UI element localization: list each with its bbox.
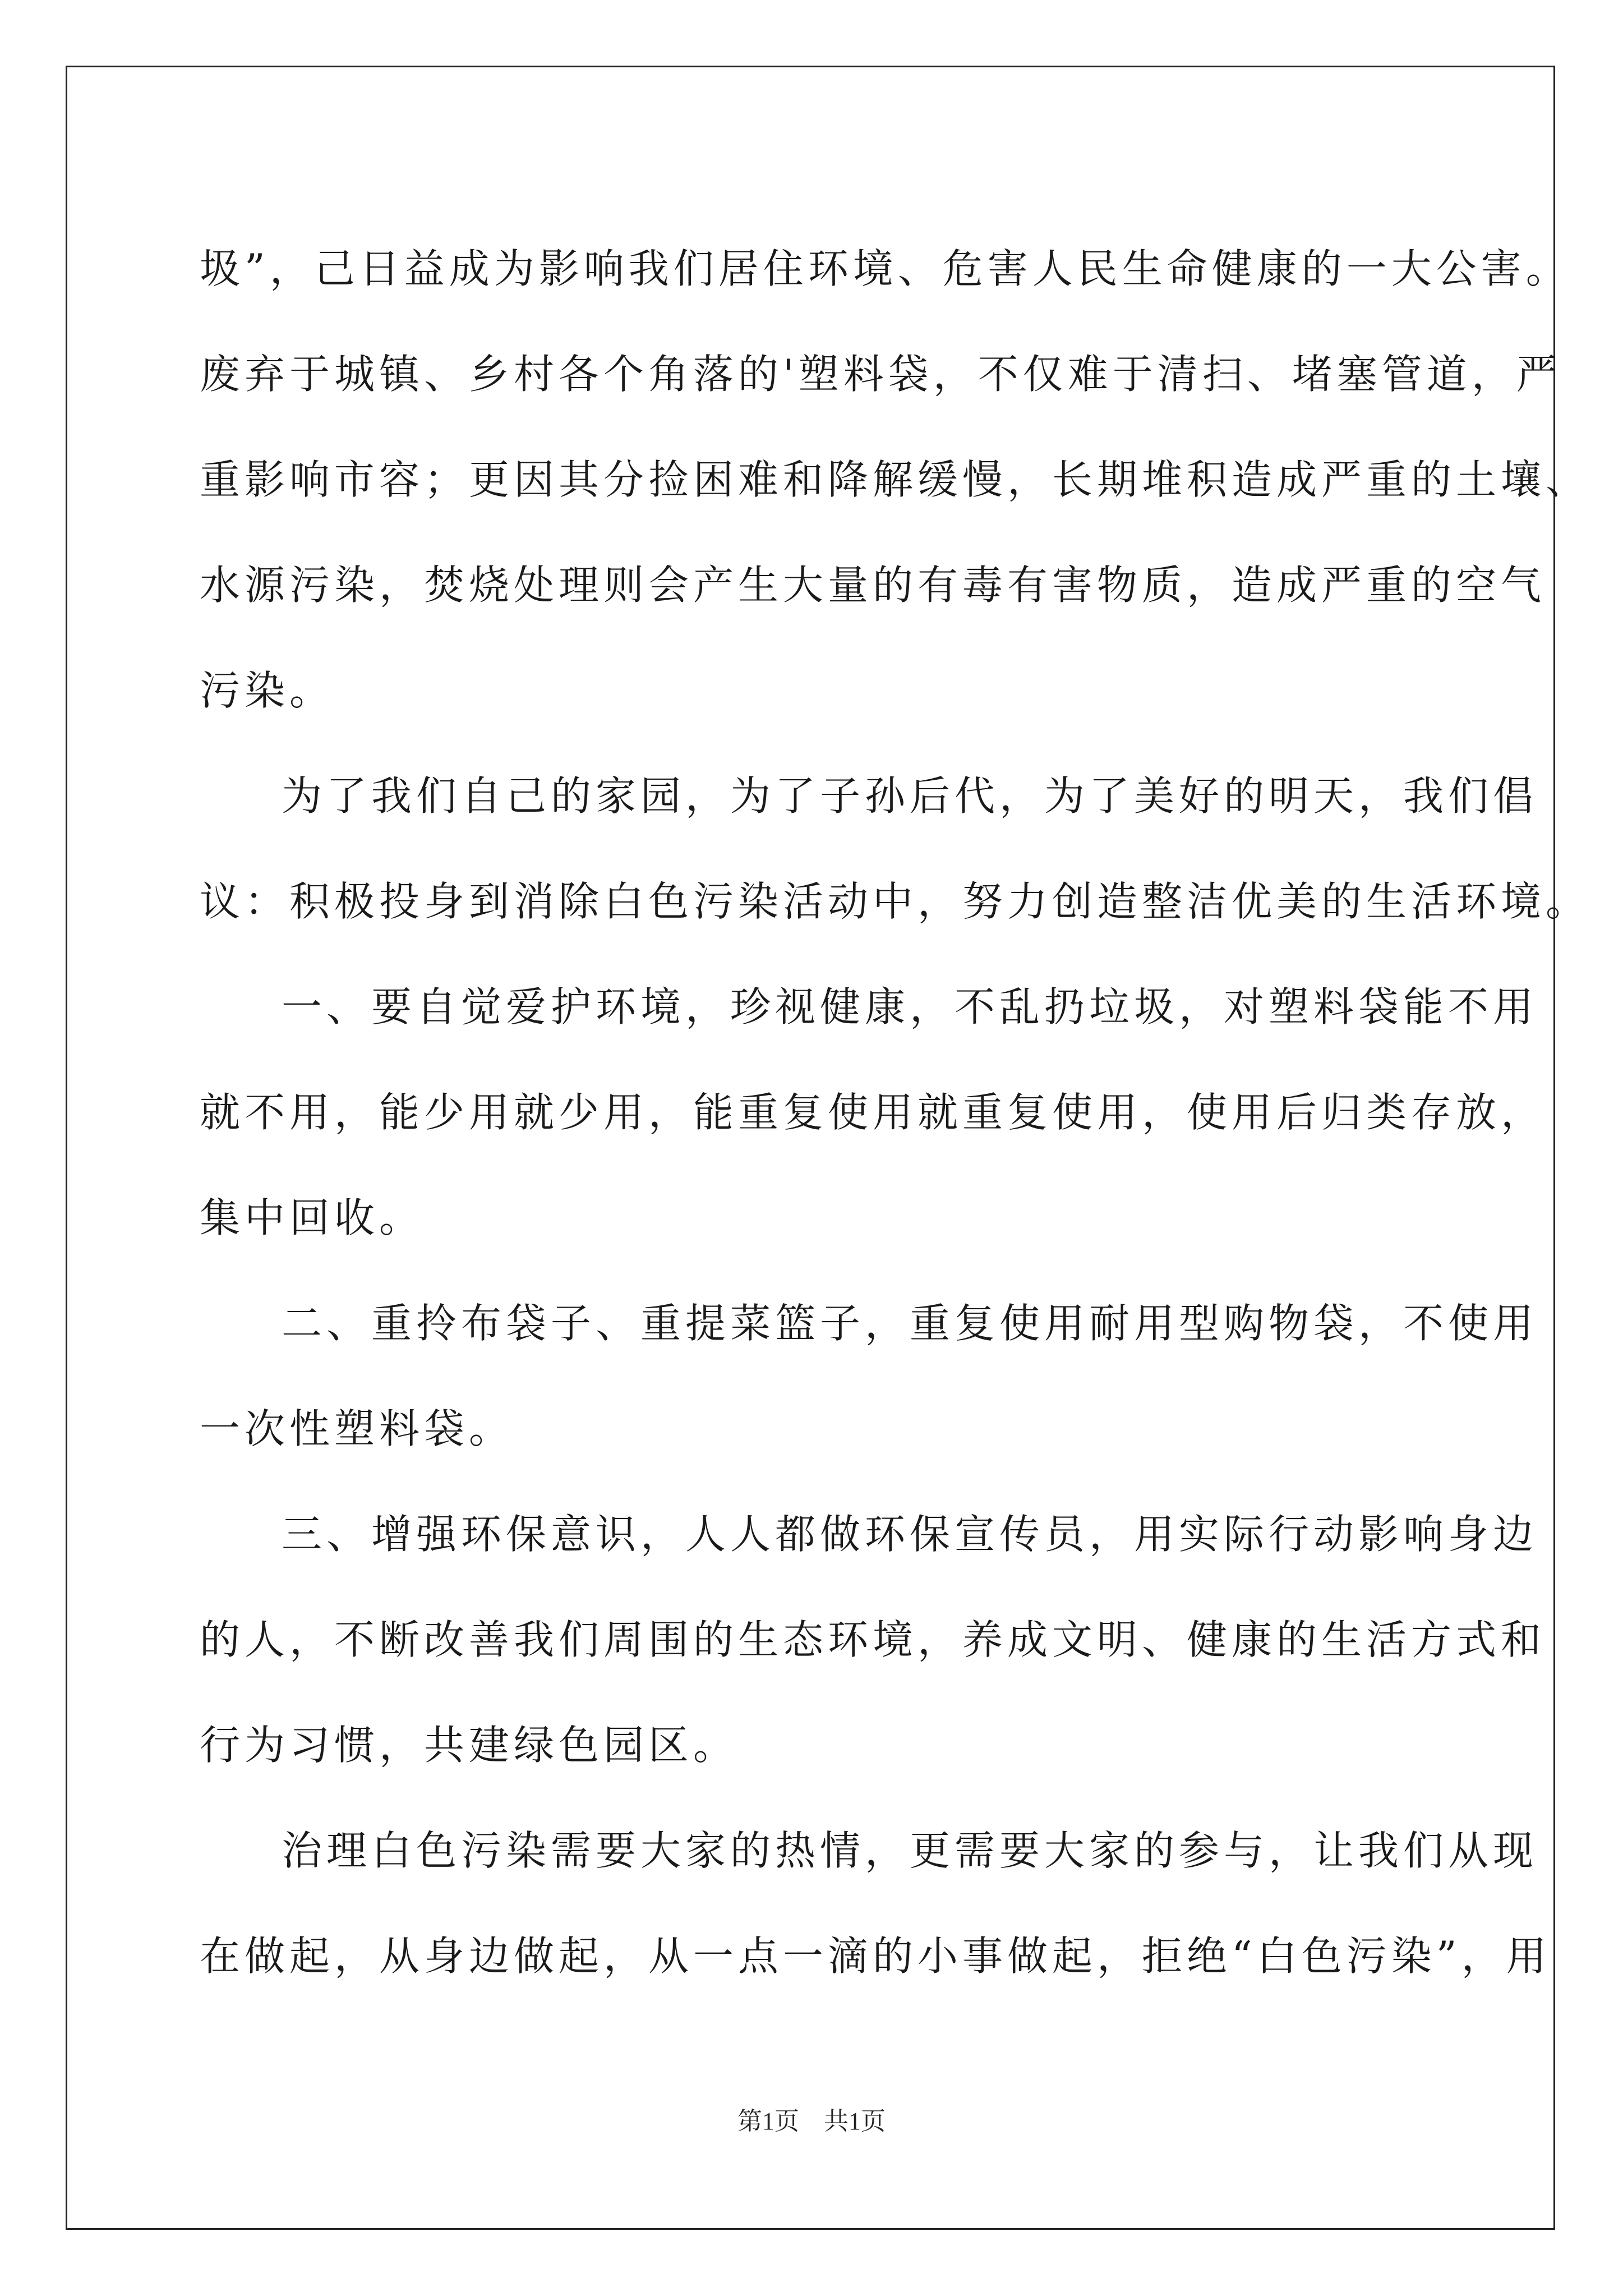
text-line: 废弃于城镇、乡村各个角落的'塑料袋，不仅难于清扫、堵塞管道，严	[200, 351, 1561, 398]
text-line: 一次性塑料袋。	[200, 1405, 514, 1452]
text-line: 圾”，己日益成为影响我们居住环境、危害人民生命健康的一大公害。	[200, 245, 1571, 292]
paragraph-first-line: 三、增强环保意识，人人都做环保宣传员，用实际行动影响身边	[282, 1511, 1538, 1558]
text-line: 集中回收。	[200, 1194, 425, 1241]
text-line: 议：积极投身到消除白色污染活动中，努力创造整洁优美的生活环境。	[200, 878, 1591, 925]
document-body	[200, 216, 1591, 2009]
text-line: 重影响市容；更因其分捡困难和降解缓慢，长期堆积造成严重的土壤、	[200, 456, 1591, 503]
text-line: 污染。	[200, 667, 335, 714]
paragraph-first-line: 为了我们自己的家园，为了子孙后代，为了美好的明天，我们倡	[282, 772, 1538, 820]
text-line: 行为习惯，共建绿色园区。	[200, 1722, 739, 1769]
paragraph-first-line: 治理白色污染需要大家的热情，更需要大家的参与，让我们从现	[282, 1827, 1538, 1874]
text-line: 的人，不断改善我们周围的生态环境，养成文明、健康的生活方式和	[200, 1616, 1546, 1663]
text-line: 在做起，从身边做起，从一点一滴的小事做起，拒绝“白色污染”，用	[200, 1932, 1551, 1980]
paragraph-first-line: 二、重拎布袋子、重提菜篮子，重复使用耐用型购物袋，不使用	[282, 1300, 1538, 1347]
text-line: 水源污染，焚烧处理则会产生大量的有毒有害物质，造成严重的空气	[200, 562, 1546, 609]
paragraph-first-line: 一、要自觉爱护环境，珍视健康，不乱扔垃圾，对塑料袋能不用	[282, 983, 1538, 1030]
page-footer: 第1页 共1页	[737, 2108, 886, 2135]
text-line: 就不用，能少用就少用，能重复使用就重复使用，使用后归类存放，	[200, 1089, 1546, 1136]
